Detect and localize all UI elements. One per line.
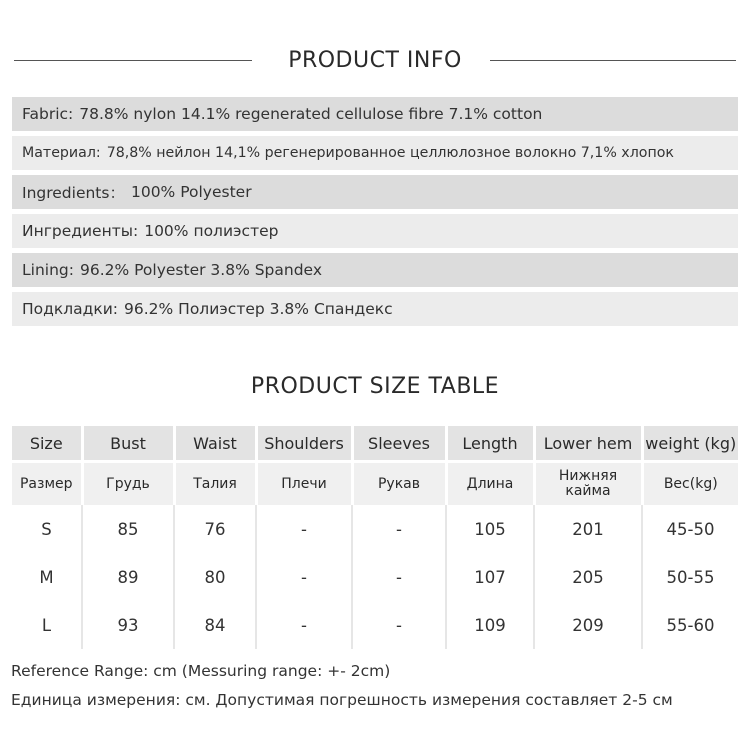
info-row-lining xyxy=(12,253,738,287)
table-row xyxy=(12,505,738,553)
header-sleeves-ru: Рукав xyxy=(352,462,446,506)
cell-sleeves: - xyxy=(352,553,446,601)
cell-waist: 76 xyxy=(174,505,256,553)
header-waist: Waist xyxy=(174,426,256,462)
info-value: 78.8% nylon 14.1% regenerated cellulose fibre 7.1% cotton xyxy=(79,105,543,123)
table-row xyxy=(12,601,738,649)
cell-shoulders: - xyxy=(256,553,352,601)
size-table-heading-row xyxy=(0,370,750,402)
header-lower-hem: Lower hem xyxy=(534,426,642,462)
header-lower-hem-ru: Нижняя кайма xyxy=(534,462,642,506)
cell-bust: 89 xyxy=(82,553,174,601)
cell-shoulders: - xyxy=(256,601,352,649)
header-weight-ru: Вес(kg) xyxy=(642,462,738,506)
info-label: Lining: xyxy=(22,261,74,279)
size-table-title: PRODUCT SIZE TABLE xyxy=(250,373,500,399)
cell-lower-hem: 205 xyxy=(534,553,642,601)
info-label: Ingredients： xyxy=(22,184,125,202)
product-info-title: PRODUCT INFO xyxy=(288,47,462,73)
info-value: 100% Polyester xyxy=(130,183,252,201)
info-label: Ингредиенты: xyxy=(22,222,139,240)
header-length: Length xyxy=(446,426,534,462)
info-row-lining-ru xyxy=(12,292,738,326)
footnote-reference-range: Reference Range: cm (Messuring range: +- 2cm) xyxy=(11,662,391,680)
cell-size: M xyxy=(12,553,82,601)
info-value: 100% полиэстер xyxy=(144,222,279,240)
cell-waist: 80 xyxy=(174,553,256,601)
header-waist-ru: Талия xyxy=(174,462,256,506)
cell-length: 109 xyxy=(446,601,534,649)
cell-weight: 45-50 xyxy=(666,519,715,539)
footnote-measurement-ru: Единица измерения: см. Допустимая погрешность измерения составляет 2-5 см xyxy=(11,691,673,709)
cell-size: S xyxy=(12,505,82,553)
cell-waist: 84 xyxy=(174,601,256,649)
info-label: Fabric: xyxy=(22,105,74,123)
cell-size: L xyxy=(12,601,82,649)
product-info-list xyxy=(12,97,738,331)
info-row-ingredients xyxy=(12,175,738,209)
cell-bust: 93 xyxy=(82,601,174,649)
info-label: Подкладки: xyxy=(22,300,118,318)
cell-length: 105 xyxy=(446,505,534,553)
cell-shoulders: - xyxy=(256,505,352,553)
cell-weight: 55-60 xyxy=(666,615,715,635)
info-row-material-ru xyxy=(12,136,738,170)
table-row xyxy=(12,553,738,601)
cell-bust: 85 xyxy=(82,505,174,553)
size-table xyxy=(12,426,738,649)
header-weight: weight (kg) xyxy=(642,426,738,462)
header-shoulders-ru: Плечи xyxy=(256,462,352,506)
cell-lower-hem: 209 xyxy=(534,601,642,649)
header-length-ru: Длина xyxy=(446,462,534,506)
cell-sleeves: - xyxy=(352,505,446,553)
header-bust-ru: Грудь xyxy=(82,462,174,506)
heading-divider-left xyxy=(14,60,252,61)
info-value: 96.2% Полиэстер 3.8% Спандекс xyxy=(124,300,393,318)
size-table-header-ru xyxy=(12,462,738,506)
info-value: 96.2% Polyester 3.8% Spandex xyxy=(79,261,322,279)
cell-length: 107 xyxy=(446,553,534,601)
header-size: Size xyxy=(12,426,82,462)
size-table-header-en xyxy=(12,426,738,462)
header-size-ru: Размер xyxy=(12,462,82,506)
info-value: 78,8% нейлон 14,1% регенерированное целлюлозное волокно 7,1% хлопок xyxy=(106,145,674,161)
info-label: Материал: xyxy=(22,145,101,161)
cell-sleeves: - xyxy=(352,601,446,649)
header-bust: Bust xyxy=(82,426,174,462)
cell-weight: 50-55 xyxy=(666,567,715,587)
header-shoulders: Shoulders xyxy=(256,426,352,462)
product-info-heading-row xyxy=(0,44,750,76)
info-row-ingredients-ru xyxy=(12,214,738,248)
header-sleeves: Sleeves xyxy=(352,426,446,462)
heading-divider-right xyxy=(490,60,736,61)
cell-lower-hem: 201 xyxy=(534,505,642,553)
info-row-fabric xyxy=(12,97,738,131)
